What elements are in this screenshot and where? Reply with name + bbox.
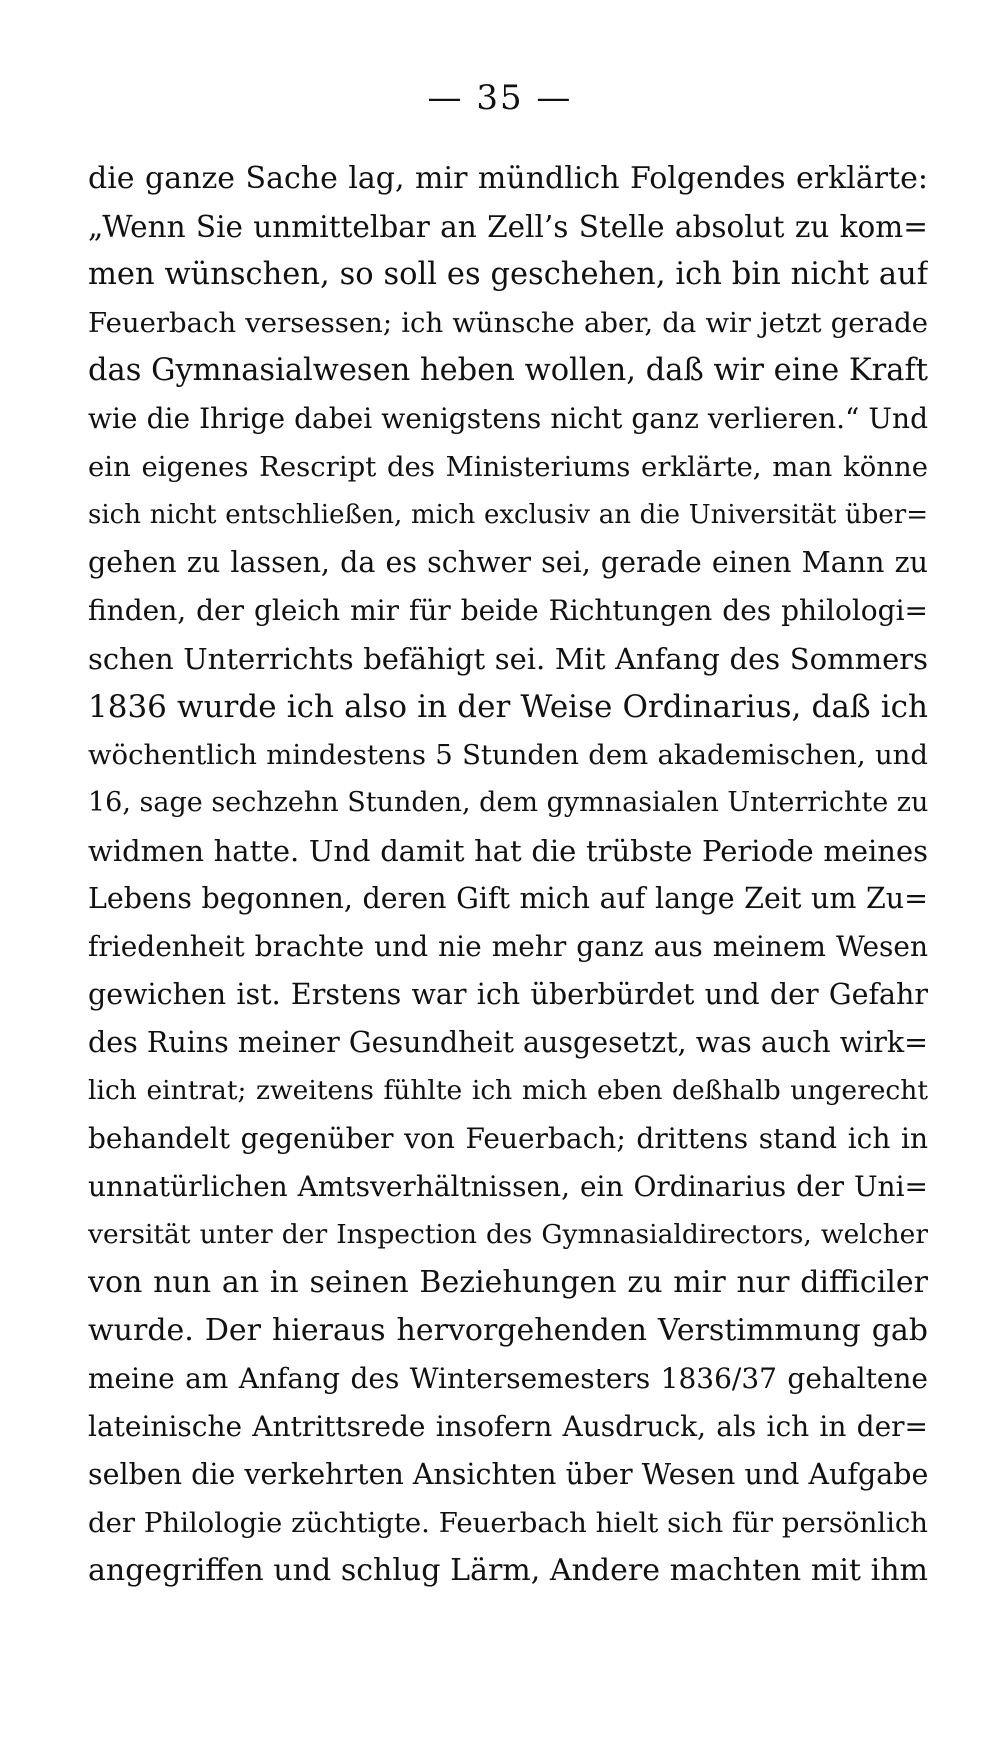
text-line: das Gymnasialwesen heben wollen, daß wir eine Kraft [88, 353, 928, 388]
text-line: angegriffen und schlug Lärm, Andere machten mit ihm [88, 1553, 928, 1588]
text-line: sich nicht entschließen, mich exclusiv an die Universität über= [88, 500, 928, 530]
text-line: wurde. Der hieraus hervorgehenden Verstimmung gab [88, 1313, 928, 1348]
text-line: gehen zu lassen, da es schwer sei, gerade einen Mann zu [88, 546, 928, 579]
text-line: die ganze Sache lag, mir mündlich Folgendes erklärte: [88, 161, 928, 196]
text-line: von nun an in seinen Beziehungen zu mir nur difficiler [88, 1265, 928, 1300]
text-line: unnatürlichen Amtsverhältnissen, ein Ordinarius der Uni= [88, 1170, 928, 1203]
text-line: ein eigenes Rescript des Ministeriums erklärte, man könne [88, 451, 928, 483]
text-line: versität unter der Inspection des Gymnasialdirectors, welcher [88, 1219, 928, 1250]
text-line: des Ruins meiner Gesundheit ausgesetzt, was auch wirk= [88, 1026, 928, 1059]
text-line: meine am Anfang des Wintersemesters 1836/37 gehaltene [88, 1362, 928, 1395]
body-text [88, 155, 928, 1595]
text-line: lich eintrat; zweitens fühlte ich mich eben deßhalb ungerecht [88, 1075, 928, 1106]
text-line: widmen hatte. Und damit hat die trübste Periode meines [88, 834, 928, 868]
text-line: 1836 wurde ich also in der Weise Ordinarius, daß ich [88, 689, 928, 725]
text-line: wie die Ihrige dabei wenigstens nicht ganz verlieren.“ Und [88, 402, 928, 435]
text-line: „Wenn Sie unmittelbar an Zell’s Stelle absolut zu kom= [88, 210, 928, 244]
text-line: friedenheit brachte und nie mehr ganz aus meinem Wesen [88, 930, 928, 963]
text-line: finden, der gleich mir für beide Richtungen des philologi= [88, 594, 928, 627]
page-number: — 35 — [427, 78, 573, 118]
text-line: behandelt gegenüber von Feuerbach; drittens stand ich in [88, 1122, 928, 1155]
text-line: men wünschen, so soll es geschehen, ich bin nicht auf [88, 257, 928, 292]
text-line: gewichen ist. Erstens war ich überbürdet und der Gefahr [88, 978, 928, 1011]
text-line: Lebens begonnen, deren Gift mich auf lange Zeit um Zu= [88, 882, 928, 915]
text-line: schen Unterrichts befähigt sei. Mit Anfang des Sommers [88, 642, 928, 676]
text-line: wöchentlich mindestens 5 Stunden dem akademischen, und [88, 739, 928, 771]
text-line: der Philologie züchtigte. Feuerbach hielt sich für persönlich [88, 1507, 928, 1539]
text-line: selben die verkehrten Ansichten über Wesen und Aufgabe [88, 1458, 928, 1491]
text-line: 16, sage sechzehn Stunden, dem gymnasialen Unterrichte zu [88, 787, 928, 818]
text-line: lateinische Antrittsrede insofern Ausdruck, als ich in der= [88, 1410, 928, 1443]
text-line: Feuerbach versessen; ich wünsche aber, da wir jetzt gerade [88, 307, 928, 339]
